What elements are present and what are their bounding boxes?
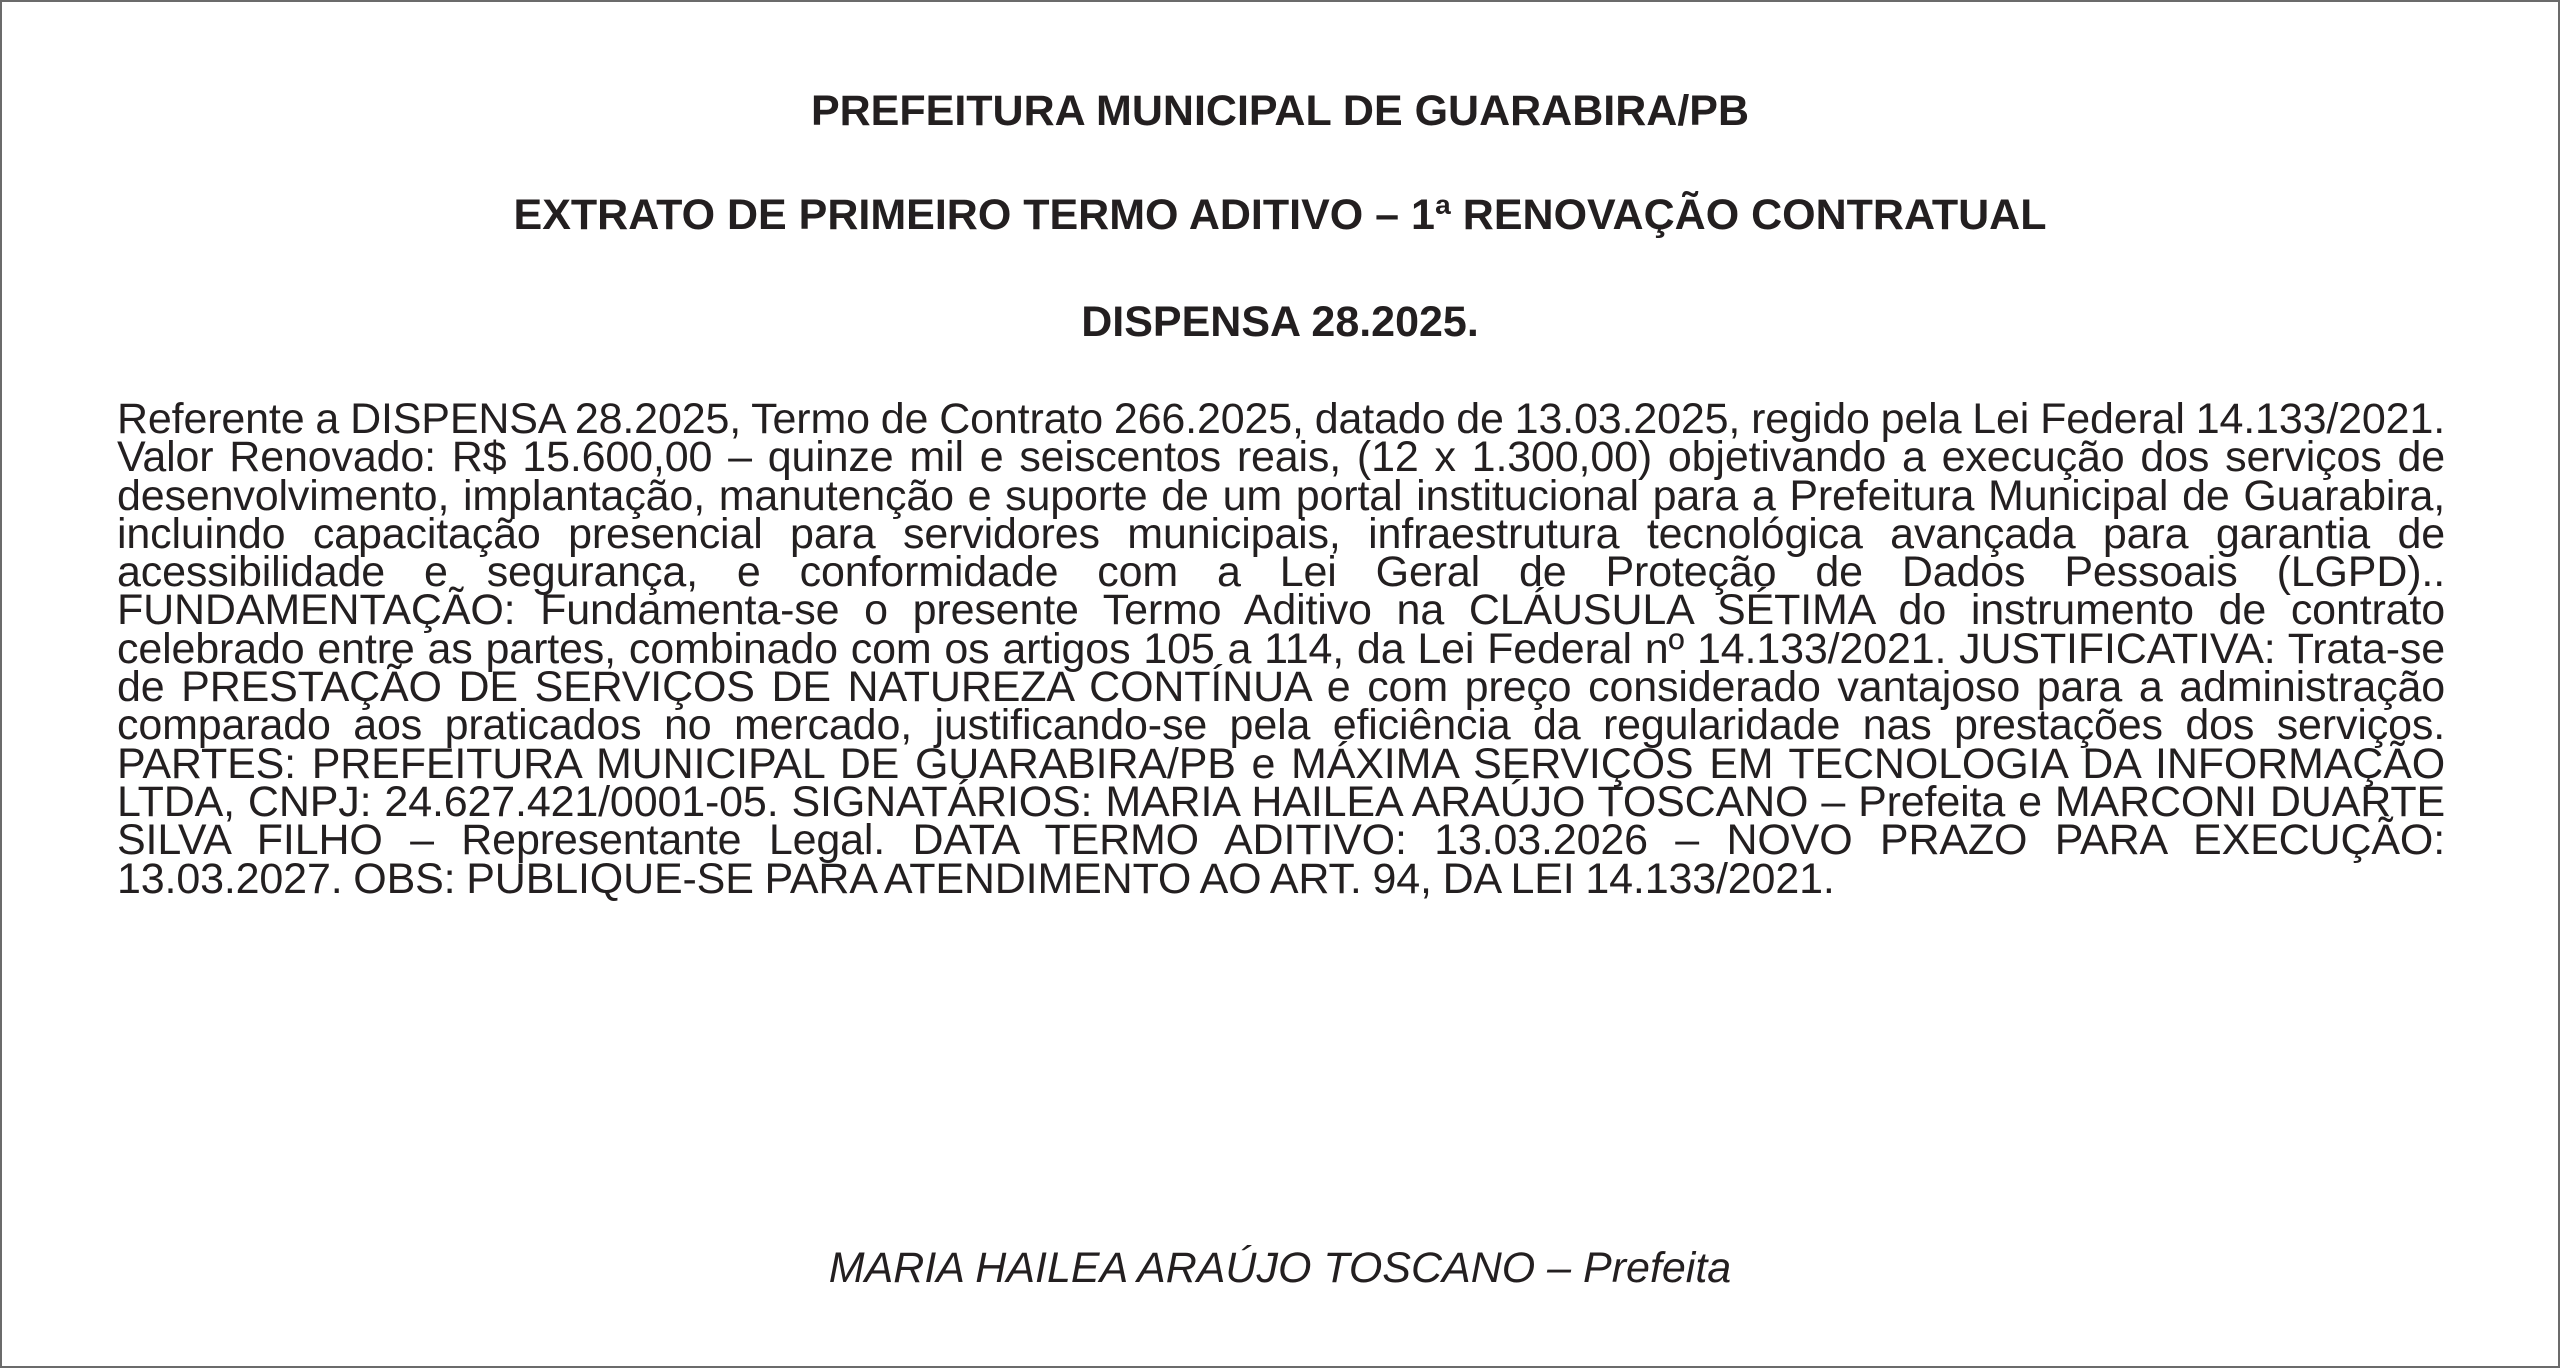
document-subtitle: EXTRATO DE PRIMEIRO TERMO ADITIVO – 1ª RENOVAÇÃO CONTRATUAL: [513, 191, 2047, 239]
document-title: PREFEITURA MUNICIPAL DE GUARABIRA/PB: [810, 87, 1750, 135]
signature-line: MARIA HAILEA ARAÚJO TOSCANO – Prefeita: [828, 1244, 1732, 1292]
document-body: Referente a DISPENSA 28.2025, Termo de Contrato 266.2025, datado de 13.03.2025, regido pela Lei Federal 14.133/2021. Valor Renovado: R$ 15.600,00 – quinze mil e seiscentos reais, (12 x 1.300,00) objetivando a execução dos serviços de desenvolvimento, implantação, manutenção e suporte de um portal institucional para a Prefeitura Municipal de Guarabira, incluindo capacitação presencial para servidores municipais, infraestrutura tecnológica avançada para garantia de acessibilidade e segurança, e conformidade com a Lei Geral de Proteção de Dados Pessoais (LGPD).. FUNDAMENTAÇÃO: Fundamenta-se o presente Termo Aditivo na CLÁUSULA SÉTIMA do instrumento de contrato celebrado entre as partes, combinado com os artigos 105 a 114, da Lei Federal nº 14.133/2021. JUSTIFICATIVA: Trata-se de PRESTAÇÃO DE SERVIÇOS DE NATUREZA CONTÍNUA e com preço considerado vantajoso para a administração comparado aos praticados no mercado, justificando-se pela eficiência da regularidade nas prestações dos serviços. PARTES: PREFEITURA MUNICIPAL DE GUARABIRA/PB e MÁXIMA SERVIÇOS EM TECNOLOGIA DA INFORMAÇÃO LTDA, CNPJ: 24.627.421/0001-05. SIGNATÁRIOS: MARIA HAILEA ARAÚJO TOSCANO – Prefeita e MARCONI DUARTE SILVA FILHO – Representante Legal. DATA TERMO ADITIVO: 13.03.2026 – NOVO PRAZO PARA EXECUÇÃO: 13.03.2027. OBS: PUBLIQUE-SE PARA ATENDIMENTO AO ART. 94, DA LEI 14.133/2021.: [117, 395, 2445, 903]
dispensa-reference: DISPENSA 28.2025.: [1081, 298, 1479, 346]
